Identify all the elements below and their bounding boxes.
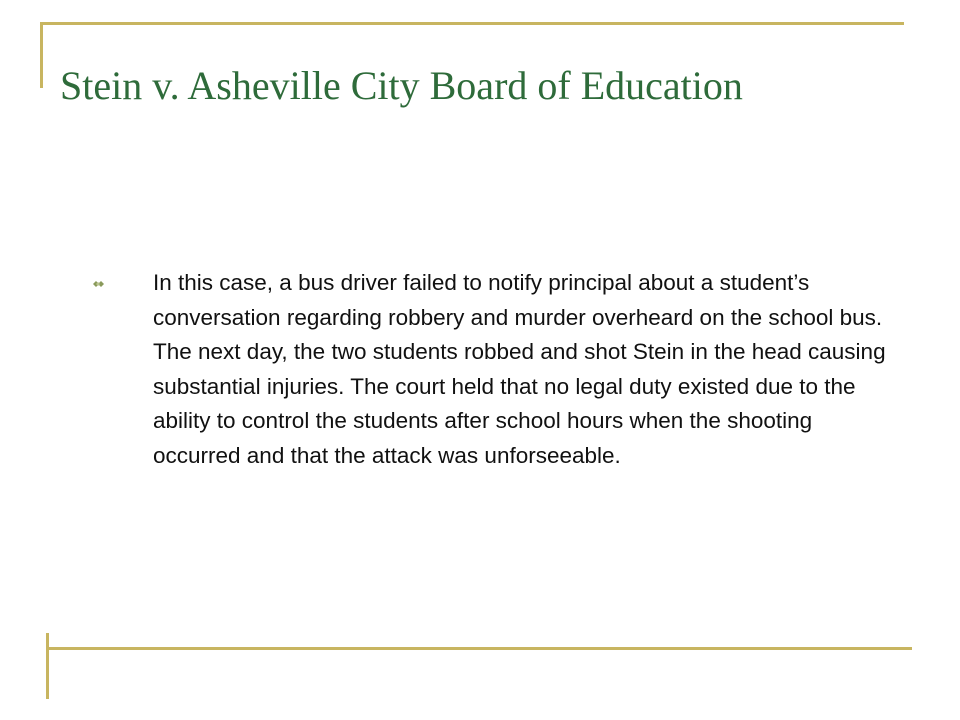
top-horizontal-rule — [40, 22, 904, 25]
bullet-list — [90, 266, 890, 473]
bottom-vertical-rule — [46, 633, 49, 699]
bottom-horizontal-rule — [48, 647, 912, 650]
diamond-bullet-icon — [90, 277, 106, 291]
top-vertical-rule — [40, 22, 43, 88]
slide-title: Stein v. Asheville City Board of Education — [60, 63, 743, 108]
bullet-text: In this case, a bus driver failed to notify principal about a student’s conversation regarding robbery and murder overheard on the school bus. The next day, the two students robbed and shot Stein in the head causing substantial injuries. The court held that no legal duty existed due to the ability to control the students after school hours when the shooting occurred and that the attack was unforseeable. — [153, 270, 886, 468]
list-item — [90, 266, 890, 473]
